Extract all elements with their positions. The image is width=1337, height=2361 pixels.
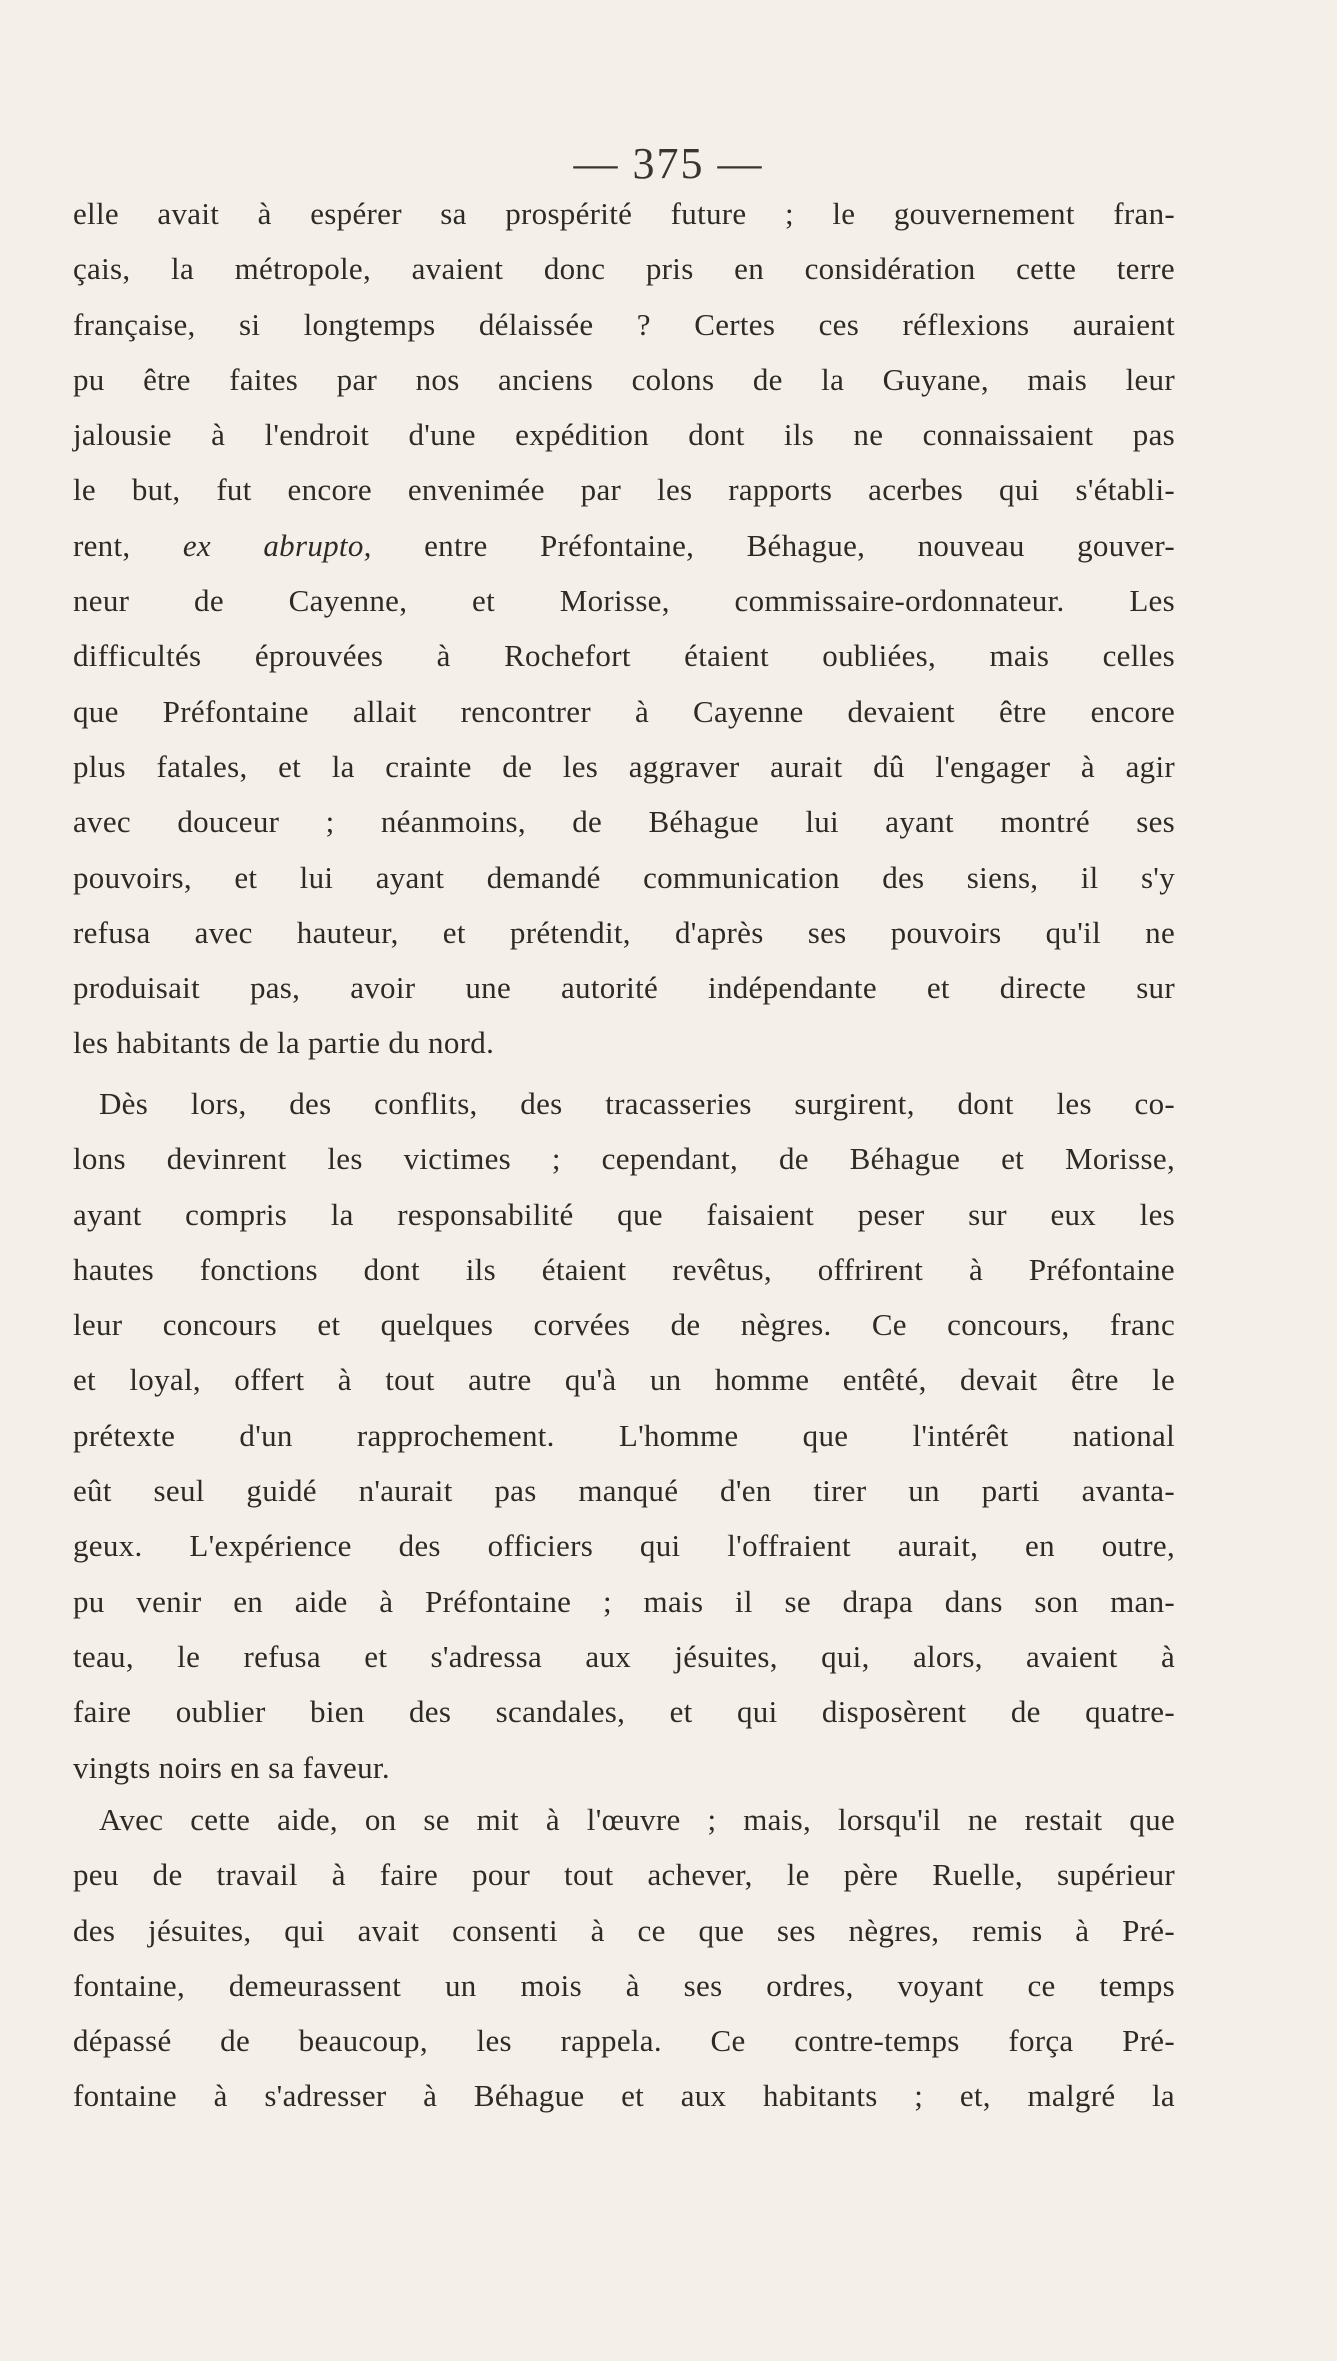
text-line: Avec cette aide, on se mit à l'œuvre ; mais, lorsqu'il ne restait que	[99, 1802, 1175, 1837]
text-line: geux. L'expérience des officiers qui l'offraient aurait, en outre,	[73, 1528, 1175, 1564]
text-line: Dès lors, des conflits, des tracasseries surgirent, dont les co-	[99, 1086, 1175, 1121]
text-line: plus fatales, et la crainte de les aggraver aurait dû l'engager à agir	[73, 748, 1175, 784]
text-line: produisait pas, avoir une autorité indépendante et directe sur	[73, 970, 1175, 1006]
text-line: ayant compris la responsabilité que faisaient peser sur eux les	[73, 1196, 1175, 1232]
text-line: faire oublier bien des scandales, et qui disposèrent de quatre-	[73, 1694, 1175, 1730]
text-line: dépassé de beaucoup, les rappela. Ce contre-temps força Pré-	[73, 2023, 1175, 2059]
text-line: leur concours et quelques corvées de nègres. Ce concours, franc	[73, 1307, 1175, 1343]
text-line: fontaine à s'adresser à Béhague et aux habitants ; et, malgré la	[73, 2078, 1175, 2114]
text-line: hautes fonctions dont ils étaient revêtus, offrirent à Préfontaine	[73, 1251, 1175, 1287]
text-line: française, si longtemps délaissée ? Certes ces réflexions auraient	[73, 306, 1175, 342]
page-number: — 375 —	[573, 139, 764, 188]
text-line: fontaine, demeurassent un mois à ses ordres, voyant ce temps	[73, 1967, 1175, 2003]
text-line: refusa avec hauteur, et prétendit, d'après ses pouvoirs qu'il ne	[73, 914, 1175, 950]
text-run: rent,	[73, 527, 183, 563]
text-line: et loyal, offert à tout autre qu'à un homme entêté, devait être le	[73, 1362, 1175, 1398]
text-line: lons devinrent les victimes ; cependant, de Béhague et Morisse,	[73, 1141, 1175, 1177]
text-line: çais, la métropole, avaient donc pris en considération cette terre	[73, 251, 1175, 287]
text-line: vingts noirs en sa faveur.	[73, 1749, 390, 1785]
text-line: eût seul guidé n'aurait pas manqué d'en tirer un parti avanta-	[73, 1473, 1175, 1509]
italic-phrase: ex abrupto,	[182, 527, 372, 563]
text-run: entre Préfontaine, Béhague, nouveau gouver-	[371, 527, 1175, 563]
text-line: pouvoirs, et lui ayant demandé communication des siens, il s'y	[73, 859, 1175, 895]
text-line: peu de travail à faire pour tout achever, le père Ruelle, supérieur	[73, 1857, 1175, 1893]
text-line: pu venir en aide à Préfontaine ; mais il se drapa dans son man-	[73, 1583, 1175, 1619]
paragraph-3	[73, 1792, 1175, 2124]
text-line: neur de Cayenne, et Morisse, commissaire-ordonnateur. Les	[73, 583, 1175, 619]
text-line: pu être faites par nos anciens colons de la Guyane, mais leur	[73, 361, 1175, 397]
text-line: prétexte d'un rapprochement. L'homme que l'intérêt national	[73, 1417, 1175, 1453]
text-line: avec douceur ; néanmoins, de Béhague lui ayant montré ses	[73, 804, 1175, 840]
text-line: difficultés éprouvées à Rochefort étaient oubliées, mais celles	[73, 638, 1175, 674]
text-line	[73, 518, 1175, 573]
text-line: jalousie à l'endroit d'une expédition dont ils ne connaissaient pas	[73, 417, 1175, 453]
text-line: que Préfontaine allait rencontrer à Cayenne devaient être encore	[73, 693, 1175, 729]
paragraph-1	[73, 186, 1175, 1071]
text-line: elle avait à espérer sa prospérité future ; le gouvernement fran-	[73, 196, 1175, 231]
text-line: les habitants de la partie du nord.	[73, 1025, 495, 1061]
text-line: des jésuites, qui avait consenti à ce que ses nègres, remis à Pré-	[73, 1912, 1175, 1948]
text-line: le but, fut encore envenimée par les rapports acerbes qui s'établi-	[73, 472, 1175, 508]
text-line: teau, le refusa et s'adressa aux jésuites, qui, alors, avaient à	[73, 1638, 1175, 1674]
paragraph-2	[73, 1076, 1175, 1795]
